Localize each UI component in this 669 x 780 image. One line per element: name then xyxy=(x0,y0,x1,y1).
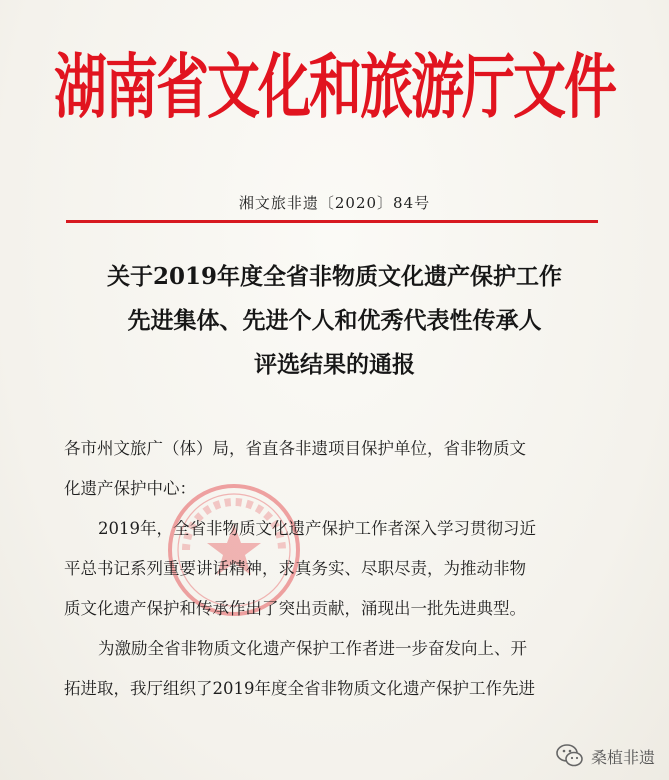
red-divider-line xyxy=(66,220,598,223)
title-line-3: 评选结果的通报 xyxy=(254,351,415,378)
notice-title xyxy=(0,255,669,387)
body-line-7: 拓进取，我厅组织了2019年度全省非物质文化遗产保护工作先进 xyxy=(64,679,535,698)
body-line-6: 为激励全省非物质文化遗产保护工作者进一步奋发向上、开 xyxy=(98,639,527,658)
body-text xyxy=(64,434,609,714)
title-line-1: 关于2019年度全省非物质文化遗产保护工作 xyxy=(106,263,562,290)
body-line-5: 质文化遗产保护和传承作出了突出贡献，涌现出一批先进典型。 xyxy=(64,599,526,618)
body-line-4: 平总书记系列重要讲话精神，求真务实、尽职尽责，为推动非物 xyxy=(64,559,526,578)
title-line-2: 先进集体、先进个人和优秀代表性传承人 xyxy=(127,307,542,334)
watermark-text: 桑植非遗 xyxy=(590,747,655,767)
body-line-2: 化遗产保护中心： xyxy=(64,479,196,498)
wechat-icon xyxy=(555,741,585,771)
document-number: 湘文旅非遗〔2020〕84号 xyxy=(238,194,431,212)
body-line-3: 2019年，全省非物质文化遗产保护工作者深入学习贯彻习近 xyxy=(98,519,536,538)
document-header-title: 湖南省文化和旅游厅文件 xyxy=(54,47,615,129)
source-watermark xyxy=(555,738,655,774)
body-line-1: 各市州文旅广（体）局，省直各非遗项目保护单位，省非物质文 xyxy=(64,439,526,458)
